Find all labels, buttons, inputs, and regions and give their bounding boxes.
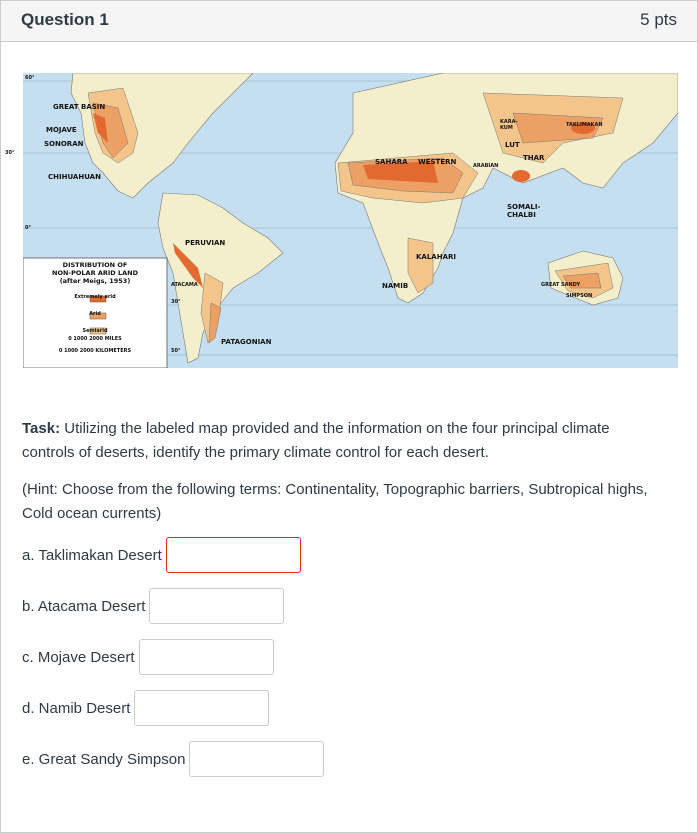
label-sonoran: SONORAN [44, 140, 84, 148]
question-header [1, 1, 697, 42]
label-chihuahuan: CHIHUAHUAN [48, 173, 101, 181]
legend-title-2: NON-POLAR ARID LAND [52, 269, 138, 277]
question-label: a. Taklimakan Desert [22, 546, 162, 564]
legend-source: (after Meigs, 1953) [59, 277, 131, 285]
label-simpson: SIMPSON [566, 293, 593, 299]
label-sahara: SAHARA [375, 158, 408, 166]
label-namib: NAMIB [382, 282, 409, 290]
legend-title: DISTRIBUTION OF [62, 261, 128, 269]
question-label: b. Atacama Desert [22, 597, 146, 615]
task-label: Task: [22, 420, 61, 437]
question-title: Question 1 [21, 10, 109, 29]
question-label: e. Great Sandy Simpson [22, 750, 186, 768]
label-mojave: MOJAVE [46, 126, 77, 134]
map-legend [23, 261, 167, 355]
scale-miles: 0 1000 2000 MILES [68, 336, 122, 342]
question-label: d. Namib Desert [22, 699, 131, 717]
label-kalahari: KALAHARI [416, 253, 456, 261]
label-great-sandy: GREAT SANDY [541, 282, 581, 288]
legend-semiarid: Semiarid [82, 328, 108, 334]
question-label: c. Mojave Desert [22, 648, 135, 666]
label-lut: LUT [505, 141, 520, 149]
lat-30: 30° [5, 150, 15, 156]
label-arabian: ARABIAN [473, 163, 499, 169]
lat-60: 60° [25, 75, 35, 81]
label-western: WESTERN [418, 158, 457, 166]
question-row-e [22, 741, 324, 777]
scale-kilometers: 0 1000 2000 KILOMETERS [58, 348, 132, 354]
legend-arid: Arid [89, 311, 101, 317]
answer-input-mojave[interactable] [139, 639, 274, 675]
label-thar: THAR [523, 154, 545, 162]
task-text [22, 417, 662, 465]
task-description: Utilizing the labeled map provided and the information on the four principal climate controls of deserts, identify the primary climate control for each desert. [22, 420, 610, 461]
answer-input-atacama[interactable] [149, 588, 284, 624]
lat-30s: 30° [171, 299, 181, 305]
label-atacama: ATACAMA [171, 282, 198, 288]
question-row-c [22, 639, 274, 675]
answer-input-taklimakan[interactable] [166, 537, 301, 573]
legend-extremely-arid: Extremely arid [74, 294, 116, 300]
label-peruvian: PERUVIAN [185, 239, 226, 247]
answer-input-namib[interactable] [134, 690, 269, 726]
label-somali-chalbi: SOMALI-CHALBI [507, 203, 541, 219]
lat-0: 0° [25, 225, 31, 231]
label-great-basin: GREAT BASIN [53, 103, 106, 111]
question-points: 5 pts [640, 10, 677, 29]
label-patagonian: PATAGONIAN [221, 338, 272, 346]
label-karakum: KARA-KUM [500, 119, 518, 131]
question-row-d [22, 690, 269, 726]
hint-text: (Hint: Choose from the following terms: Continentality, Topographic barriers, Subtropical highs, Cold ocean currents) [22, 481, 648, 522]
question-row-b [22, 588, 284, 624]
question-row-a [22, 537, 301, 573]
lat-50s: 50° [171, 348, 181, 354]
label-taklimakan: TAKLIMAKAN [566, 122, 603, 128]
answer-input-great-sandy-simpson[interactable] [189, 741, 324, 777]
arid-lands-map [5, 73, 678, 368]
